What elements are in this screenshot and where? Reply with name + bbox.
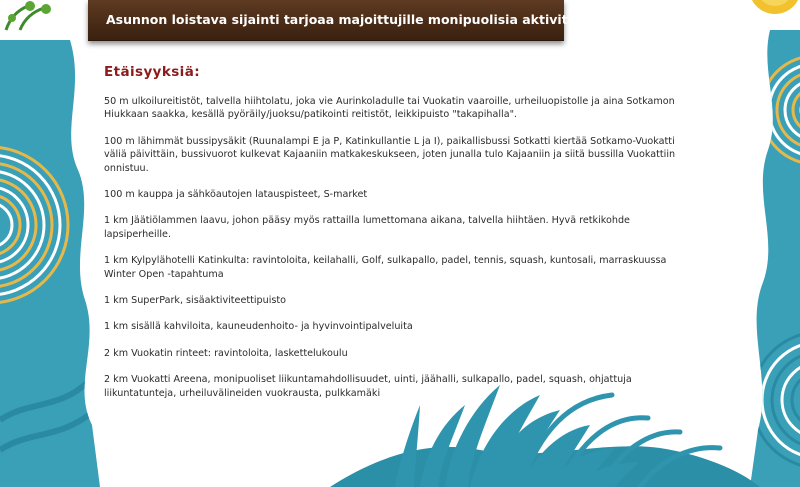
section-heading: Etäisyyksiä: bbox=[104, 64, 200, 80]
header-banner bbox=[88, 0, 618, 41]
distance-item: 1 km Jäätiölammen laavu, johon pääsy myös rattailla lumettomana aikana, talvella hiihtäen. Hyvä retkikohde lapsiperheille. bbox=[104, 215, 630, 240]
distances-section bbox=[104, 64, 684, 413]
sun-icon bbox=[749, 0, 800, 14]
distance-item: 2 km Vuokatin rinteet: ravintoloita, laskettelukoulu bbox=[104, 347, 348, 359]
distance-item: 1 km Kylpylähotelli Katinkulta: ravintoloita, keilahalli, Golf, sulkapallo, padel, tennis, squash, kuntosali, marraskuussa Winter Open -tapahtuma bbox=[104, 255, 667, 280]
green-plant-icon bbox=[0, 0, 56, 34]
banner-title: Asunnon loistava sijainti tarjoaa majoittujille monipuolisia aktiviteetteja bbox=[106, 12, 618, 27]
distance-item: 100 m lähimmät bussipysäkit (Ruunalampi E ja P, Katinkullantie L ja I), paikallisbussi Sotkatti kiertää Sotkamo-Vuokatti väliä päivittäin, bussivuorot kulkevat Kajaaniin matkakeskukseen, joten junalla tulo Kajaaniin ja siitä bussilla Vuokattiin onnistuu. bbox=[104, 135, 676, 174]
right-wave-panel bbox=[750, 30, 800, 487]
distance-item: 100 m kauppa ja sähköautojen latauspisteet, S-market bbox=[104, 189, 368, 201]
distance-item: 2 km Vuokatti Areena, monipuoliset liikuntamahdollisuudet, uinti, jäähalli, sulkapallo, padel, squash, ohjattuja liikuntatunteja, urheiluvälineiden vuokrausta, pulkkamäki bbox=[104, 374, 632, 399]
distance-item: 50 m ulkoilureitistöt, talvella hiihtolatu, joka vie Aurinkoladulle tai Vuokatin vaaroille, urheiluopistolle ja aina Sotkamon Hiukkaan saakka, kesällä pyöräily/juoksu/patikointi reitistöt, leikkipuisto "takapihalla". bbox=[104, 96, 675, 121]
distance-item: 1 km SuperPark, sisäaktiviteettipuisto bbox=[104, 295, 287, 307]
left-wave-panel bbox=[0, 40, 100, 487]
distance-item: 1 km sisällä kahviloita, kauneudenhoito- ja hyvinvointipalveluita bbox=[104, 321, 413, 333]
